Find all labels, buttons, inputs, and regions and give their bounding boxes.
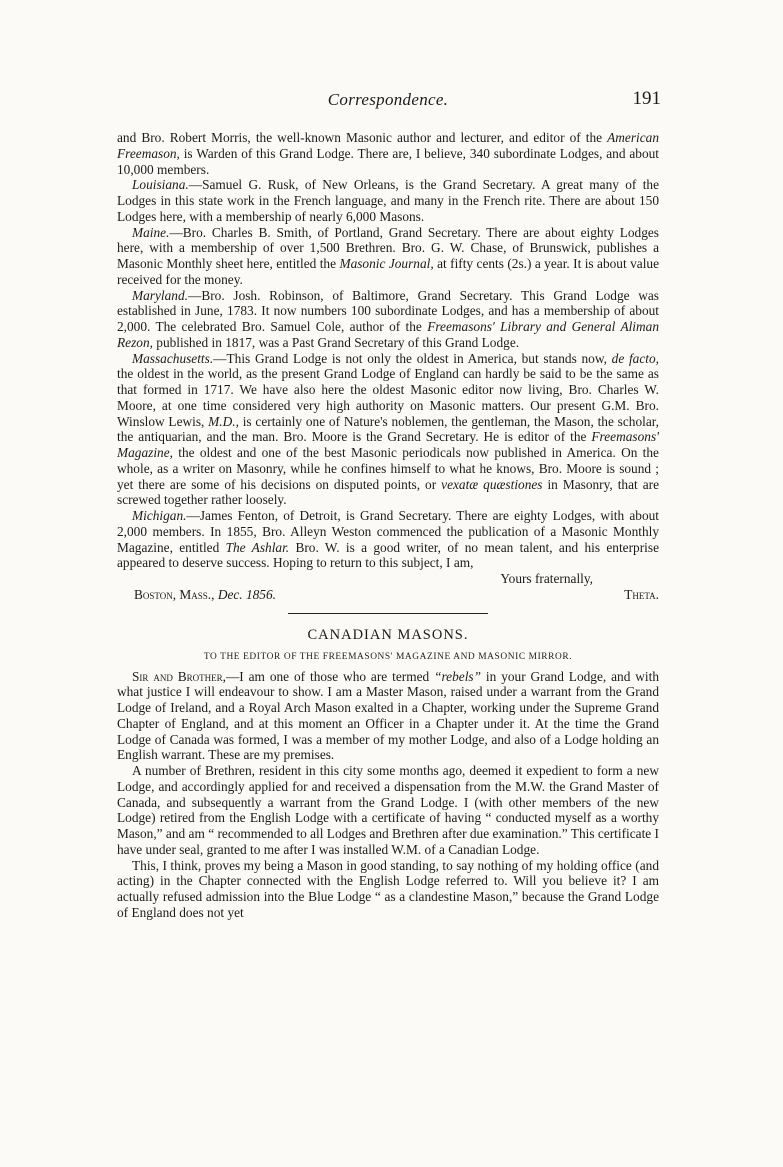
journal-title: Masonic Journal, [339,256,434,271]
state-name: Maryland. [132,287,188,303]
closing: Yours fraternally, [500,571,593,586]
book-title: Freemasons' Library and General Aliman Rezon, [117,319,659,350]
paragraph-michigan: Michigan.—James Fenton, of Detroit, is Grand Secretary. There are eighty Lodges, with about 2,000 members. In 1855, Bro. Alleyn Weston commenced the publication of a Masonic Monthly Magazine, entitled The Ashlar. Bro. W. is a good writer, of no mean talent, and his enterprise appeared to deserve success. Hoping to return to this subject, I am, [117,508,659,571]
paragraph-massachusetts: Massachusetts.—This Grand Lodge is not only the oldest in America, but stands now, de facto, the oldest in the world, as the present Grand Lodge of England can hardly be said to be the same as that formed in 1717. We have also here the oldest Masonic editor now living, Bro. Charles W. Moore, at one time considered very high authority on Masonic matters. Our present G.M. Bro. Winslow Lewis, M.D., is certainly one of Nature's noblemen, the gentleman, the Mason, the scholar, the antiquarian, and the man. Bro. Moore is the Grand Secretary. He is editor of the Freemasons' Magazine, the oldest and one of the best Masonic periodicals now published in America. On the whole, as a writer on Masonry, while he confines himself to what he knows, Bro. Moore is sound ; yet there are some of his decisions on disputed points, or vexatæ quæstiones in Masonry, that are screwed together rather loosely. [117,350,659,508]
signature: Theta. [624,586,659,602]
state-name: Massachusetts. [132,350,214,366]
paragraph-3: This, I think, proves my being a Mason in good standing, to say nothing of my holding office (and acting) in the Chapter connected with the English Lodge referred to. Will you believe it? I am actually refused admission into the Blue Lodge “ as a clandestine Mason,” because the Grand Lodge of England does not yet [117,857,659,920]
journal-title: Freemasons' Magazine, [117,429,659,460]
quoted-term: “rebels” [434,668,482,684]
paragraph-continuation: and Bro. Robert Morris, the well-known Masonic author and lecturer, and editor of the American Freemason, is Warden of this Grand Lodge. There are, I believe, 340 subordinate Lodges, and about 10,000 members. [117,130,659,177]
salutation: Sir and Brother, [132,668,226,684]
paragraph-2: A number of Brethren, resident in this city some months ago, deemed it expedient to form a new Lodge, and accordingly applied for and received a dispensation from the M.W. the Grand Master of Canada, and subsequently a warrant from the Grand Lodge. I (with other members of the new Lodge) retired from the English Lodge with a certificate of having “ conducted myself as a worthy Mason,” and am “ recommended to all Lodges and Brethren after due examination.” This certificate I have under seal, granted to me after I was installed W.M. of a Canadian Lodge. [117,763,659,857]
paragraph-louisiana: Louisiana.—Samuel G. Rusk, of New Orleans, is the Grand Secretary. A great many of the Lodges in this state work in the French language, and many in the French rite. There are about 150 Lodges here, with a membership of nearly 6,000 Masons. [117,177,659,224]
paragraph-maine: Maine.—Bro. Charles B. Smith, of Portland, Grand Secretary. There are about eighty Lodges here, with a membership of over 1,500 Brethren. Bro. G. W. Chase, of Brunswick, publishes a Masonic Monthly sheet here, entitled the Masonic Journal, at fifty cents (2s.) a year. It is about value received for the money. [117,224,659,287]
latin-phrase: vexatæ quæstiones [441,476,543,492]
letter-theta [117,130,659,603]
signature-line [117,587,659,603]
page-number: 191 [632,88,661,109]
state-name: Maine. [132,224,170,240]
state-name: Michigan. [132,508,187,523]
letter-address: TO THE EDITOR OF THE FREEMASONS' MAGAZINE AND MASONIC MIRROR. [203,651,573,662]
latin-phrase: de facto, [611,350,659,366]
running-title: Correspondence. [327,90,449,109]
letter-canadian-masons [117,627,659,921]
dateline [134,587,276,603]
running-head [117,88,659,118]
degree-abbrev: M.D., [208,413,239,429]
section-title: CANADIAN MASONS. [307,626,469,643]
date: Dec. 1856. [217,586,276,602]
paragraph-maryland: Maryland.—Bro. Josh. Robinson, of Baltimore, Grand Secretary. This Grand Lodge was established in June, 1783. It now numbers 100 subordinate Lodges, and has a membership of about 2,000. The celebrated Bro. Samuel Cole, author of the Freemasons' Library and General Aliman Rezon, published in 1817, was a Past Grand Secretary of this Grand Lodge. [117,287,659,350]
journal-title: American Freemason, [117,130,659,161]
state-name: Louisiana. [132,177,189,193]
section-divider [288,613,488,614]
journal-title: The Ashlar. [225,539,290,555]
place: Boston, Mass., [134,586,215,602]
paragraph-1: Sir and Brother,—I am one of those who are termed “rebels” in your Grand Lodge, and with what justice I will endeavour to show. I am a Master Mason, raised under a warrant from the Grand Lodge of Ireland, and a Royal Arch Mason exalted in a Chapter, working under the Supreme Grand Chapter of England, and at this moment an Officer in a Chapter under it. At the time the Grand Lodge of Canada was formed, I was a member of my mother Lodge, and also of a Lodge holding an English warrant. These are my premises. [117,668,659,763]
